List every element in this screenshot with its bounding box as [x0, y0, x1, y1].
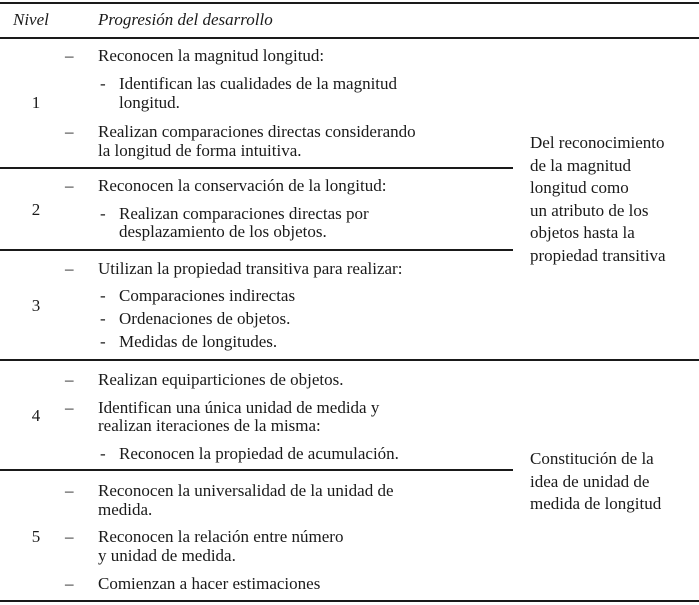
sub-item-text: longitud. [119, 93, 180, 112]
sub-bullet: - [100, 309, 106, 328]
dash-bullet: – [65, 527, 74, 546]
sub-bullet: - [100, 444, 106, 463]
level-number: 5 [31, 527, 41, 546]
item-text: Utilizan la propiedad transitiva para realizar: [98, 259, 403, 278]
dash-bullet: – [65, 122, 74, 141]
sub-item-text: Ordenaciones de objetos. [119, 309, 291, 328]
level-number: 3 [31, 296, 41, 315]
dash-bullet: – [65, 574, 74, 593]
item-text: Reconocen la universalidad de la unidad de [98, 481, 394, 500]
table-top-rule [0, 2, 699, 4]
item-text: Reconocen la relación entre número [98, 527, 344, 546]
dash-bullet: – [65, 259, 74, 278]
stage-line: Del reconocimiento [530, 133, 665, 152]
row-divider-4-5 [0, 469, 513, 471]
stage-line: un atributo de los [530, 200, 649, 220]
level-number: 2 [31, 200, 41, 219]
stage-divider [0, 359, 699, 361]
stage-line: Constitución de la [530, 449, 654, 468]
level-number: 1 [31, 93, 41, 112]
level-number: 4 [31, 406, 41, 425]
row-divider-1-2 [0, 167, 513, 169]
stage-line: medida de longitud [530, 494, 662, 513]
item-text: Reconocen la magnitud longitud: [98, 46, 325, 65]
sub-item-text: Identifican las cualidades de la magnitud [119, 74, 398, 93]
sub-item-text: Realizan comparaciones directas por [119, 204, 369, 223]
item-text: Comienzan a hacer estimaciones [98, 574, 321, 593]
dash-bullet: – [65, 46, 74, 65]
stage-description-1 [530, 132, 666, 267]
row-divider-2-3 [0, 249, 513, 251]
sub-bullet: - [100, 74, 106, 93]
header-progresion: Progresión del desarrollo [98, 10, 273, 29]
dash-bullet: – [65, 481, 74, 500]
stage-line: objetos hasta la [530, 223, 635, 242]
sub-item-text: desplazamiento de los objetos. [119, 222, 327, 241]
item-text: y unidad de medida. [98, 546, 236, 565]
dash-bullet: – [65, 176, 74, 195]
stage-line: longitud como [530, 178, 629, 197]
item-text: medida. [98, 500, 153, 519]
sub-bullet: - [100, 286, 106, 305]
item-text: Reconocen la conservación de la longitud: [98, 176, 387, 195]
stage-line: propiedad transitiva [530, 245, 666, 265]
item-text: realizan iteraciones de la misma: [98, 416, 321, 435]
sub-bullet: - [100, 204, 106, 223]
stage-line: idea de unidad de [530, 471, 650, 491]
header-nivel: Nivel [13, 10, 49, 29]
dash-bullet: – [65, 398, 74, 417]
sub-item-text: Reconocen la propiedad de acumulación. [119, 444, 399, 463]
stage-line: de la magnitud [530, 155, 632, 175]
header-rule [0, 37, 699, 39]
stage-description-2 [530, 448, 661, 516]
table-bottom-rule [0, 600, 699, 602]
item-text: la longitud de forma intuitiva. [98, 141, 302, 160]
item-text: Realizan equiparticiones de objetos. [98, 370, 344, 389]
item-text: Realizan comparaciones directas considerando [98, 122, 416, 141]
sub-bullet: - [100, 332, 106, 351]
dash-bullet: – [65, 370, 74, 389]
sub-item-text: Comparaciones indirectas [119, 286, 296, 305]
item-text: Identifican una única unidad de medida y [98, 398, 380, 417]
sub-item-text: Medidas de longitudes. [119, 332, 278, 351]
